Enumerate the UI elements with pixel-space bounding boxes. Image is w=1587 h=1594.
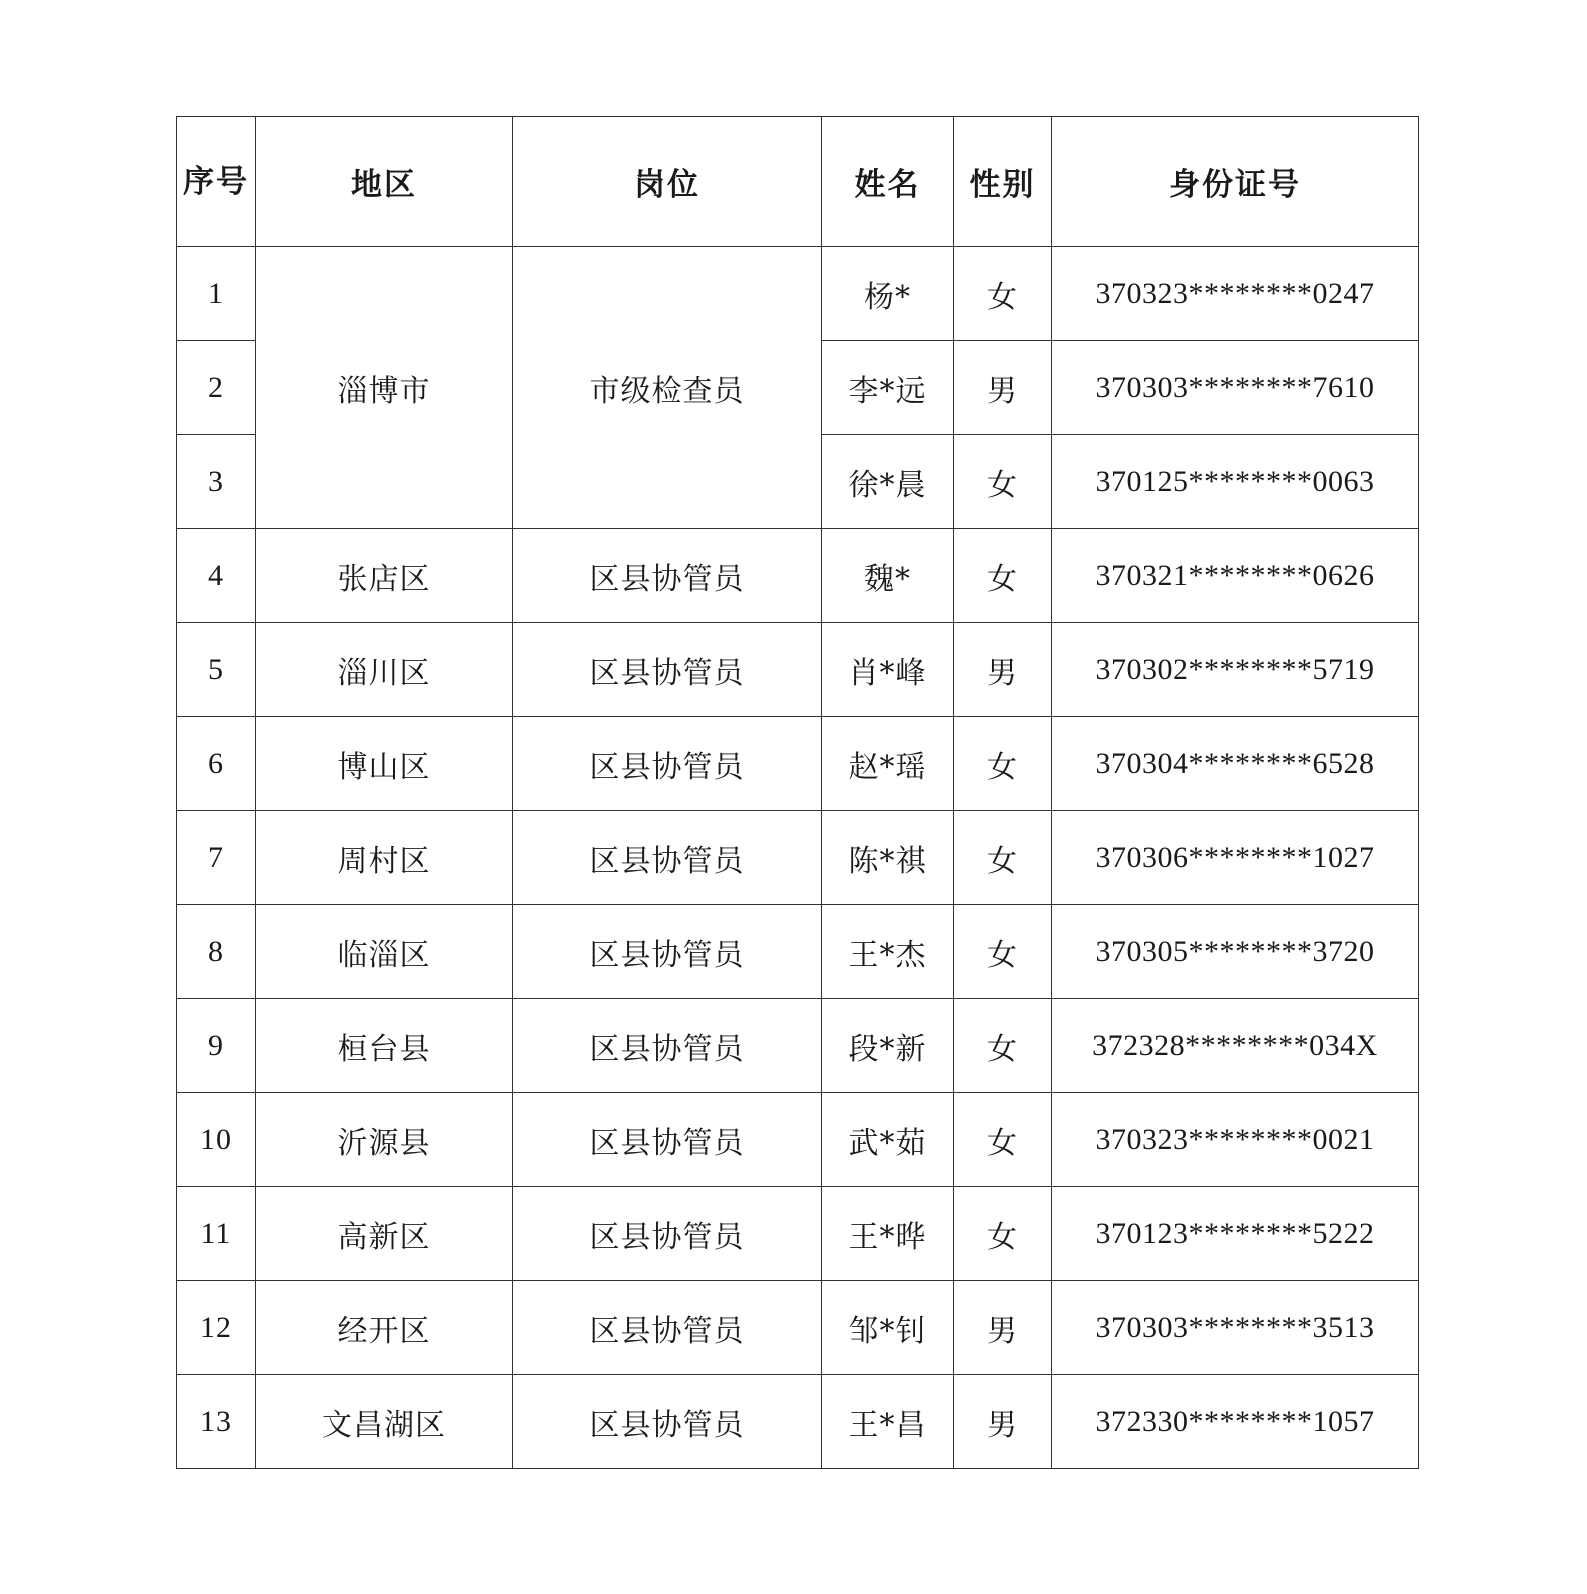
cell-seq: 1 xyxy=(177,247,256,341)
table-row xyxy=(177,247,1419,341)
cell-region: 文昌湖区 xyxy=(256,1375,513,1469)
table-row xyxy=(177,717,1419,811)
cell-id-number: 372330********1057 xyxy=(1052,1375,1419,1469)
cell-region: 淄川区 xyxy=(256,623,513,717)
cell-position: 区县协管员 xyxy=(513,811,822,905)
cell-seq: 13 xyxy=(177,1375,256,1469)
cell-id-number: 370303********3513 xyxy=(1052,1281,1419,1375)
cell-position: 区县协管员 xyxy=(513,717,822,811)
header-row xyxy=(177,117,1419,247)
cell-seq: 7 xyxy=(177,811,256,905)
cell-seq: 5 xyxy=(177,623,256,717)
header-gender: 性别 xyxy=(954,117,1052,247)
cell-id-number: 370304********6528 xyxy=(1052,717,1419,811)
cell-gender: 女 xyxy=(954,905,1052,999)
table-row xyxy=(177,1093,1419,1187)
table-header xyxy=(177,117,1419,247)
table-body xyxy=(177,247,1419,1469)
cell-position: 区县协管员 xyxy=(513,1281,822,1375)
cell-seq: 12 xyxy=(177,1281,256,1375)
cell-id-number: 370323********0021 xyxy=(1052,1093,1419,1187)
cell-gender: 女 xyxy=(954,717,1052,811)
cell-id-number: 370323********0247 xyxy=(1052,247,1419,341)
header-id-number: 身份证号 xyxy=(1052,117,1419,247)
cell-position: 区县协管员 xyxy=(513,1187,822,1281)
cell-gender: 男 xyxy=(954,1375,1052,1469)
cell-id-number: 370321********0626 xyxy=(1052,529,1419,623)
cell-region: 高新区 xyxy=(256,1187,513,1281)
cell-region: 周村区 xyxy=(256,811,513,905)
cell-name: 徐*晨 xyxy=(822,435,954,529)
cell-seq: 10 xyxy=(177,1093,256,1187)
cell-gender: 女 xyxy=(954,999,1052,1093)
cell-name: 王*杰 xyxy=(822,905,954,999)
cell-region: 临淄区 xyxy=(256,905,513,999)
cell-seq: 2 xyxy=(177,341,256,435)
header-seq: 序号 xyxy=(177,117,256,247)
cell-region: 经开区 xyxy=(256,1281,513,1375)
header-position: 岗位 xyxy=(513,117,822,247)
cell-position-merged: 市级检查员 xyxy=(513,247,822,529)
cell-gender: 女 xyxy=(954,529,1052,623)
cell-gender: 男 xyxy=(954,1281,1052,1375)
cell-position: 区县协管员 xyxy=(513,1093,822,1187)
cell-region: 沂源县 xyxy=(256,1093,513,1187)
cell-name: 邹*钊 xyxy=(822,1281,954,1375)
cell-name: 魏* xyxy=(822,529,954,623)
cell-position: 区县协管员 xyxy=(513,905,822,999)
cell-name: 武*茹 xyxy=(822,1093,954,1187)
cell-position: 区县协管员 xyxy=(513,999,822,1093)
cell-gender: 女 xyxy=(954,811,1052,905)
cell-gender: 女 xyxy=(954,247,1052,341)
cell-name: 王*晔 xyxy=(822,1187,954,1281)
cell-seq: 4 xyxy=(177,529,256,623)
cell-name: 陈*祺 xyxy=(822,811,954,905)
cell-gender: 女 xyxy=(954,1093,1052,1187)
table-row xyxy=(177,999,1419,1093)
cell-id-number: 370306********1027 xyxy=(1052,811,1419,905)
cell-name: 王*昌 xyxy=(822,1375,954,1469)
cell-name: 段*新 xyxy=(822,999,954,1093)
cell-gender: 男 xyxy=(954,341,1052,435)
cell-id-number: 370302********5719 xyxy=(1052,623,1419,717)
cell-id-number: 370303********7610 xyxy=(1052,341,1419,435)
table-row xyxy=(177,1375,1419,1469)
cell-region: 博山区 xyxy=(256,717,513,811)
cell-region: 张店区 xyxy=(256,529,513,623)
cell-gender: 男 xyxy=(954,623,1052,717)
cell-id-number: 370125********0063 xyxy=(1052,435,1419,529)
cell-region: 桓台县 xyxy=(256,999,513,1093)
cell-seq: 9 xyxy=(177,999,256,1093)
cell-seq: 6 xyxy=(177,717,256,811)
personnel-table xyxy=(176,116,1419,1469)
cell-id-number: 372328********034X xyxy=(1052,999,1419,1093)
table-row xyxy=(177,1281,1419,1375)
cell-name: 肖*峰 xyxy=(822,623,954,717)
cell-position: 区县协管员 xyxy=(513,623,822,717)
cell-id-number: 370305********3720 xyxy=(1052,905,1419,999)
cell-seq: 11 xyxy=(177,1187,256,1281)
table-row xyxy=(177,811,1419,905)
cell-seq: 3 xyxy=(177,435,256,529)
cell-position: 区县协管员 xyxy=(513,529,822,623)
table-row xyxy=(177,623,1419,717)
cell-name: 李*远 xyxy=(822,341,954,435)
table-row xyxy=(177,1187,1419,1281)
table-row xyxy=(177,905,1419,999)
cell-region-merged: 淄博市 xyxy=(256,247,513,529)
header-name: 姓名 xyxy=(822,117,954,247)
cell-name: 杨* xyxy=(822,247,954,341)
cell-seq: 8 xyxy=(177,905,256,999)
cell-name: 赵*瑶 xyxy=(822,717,954,811)
header-region: 地区 xyxy=(256,117,513,247)
table-row xyxy=(177,529,1419,623)
cell-gender: 女 xyxy=(954,435,1052,529)
cell-id-number: 370123********5222 xyxy=(1052,1187,1419,1281)
personnel-table-page xyxy=(176,116,1418,1469)
cell-position: 区县协管员 xyxy=(513,1375,822,1469)
cell-gender: 女 xyxy=(954,1187,1052,1281)
